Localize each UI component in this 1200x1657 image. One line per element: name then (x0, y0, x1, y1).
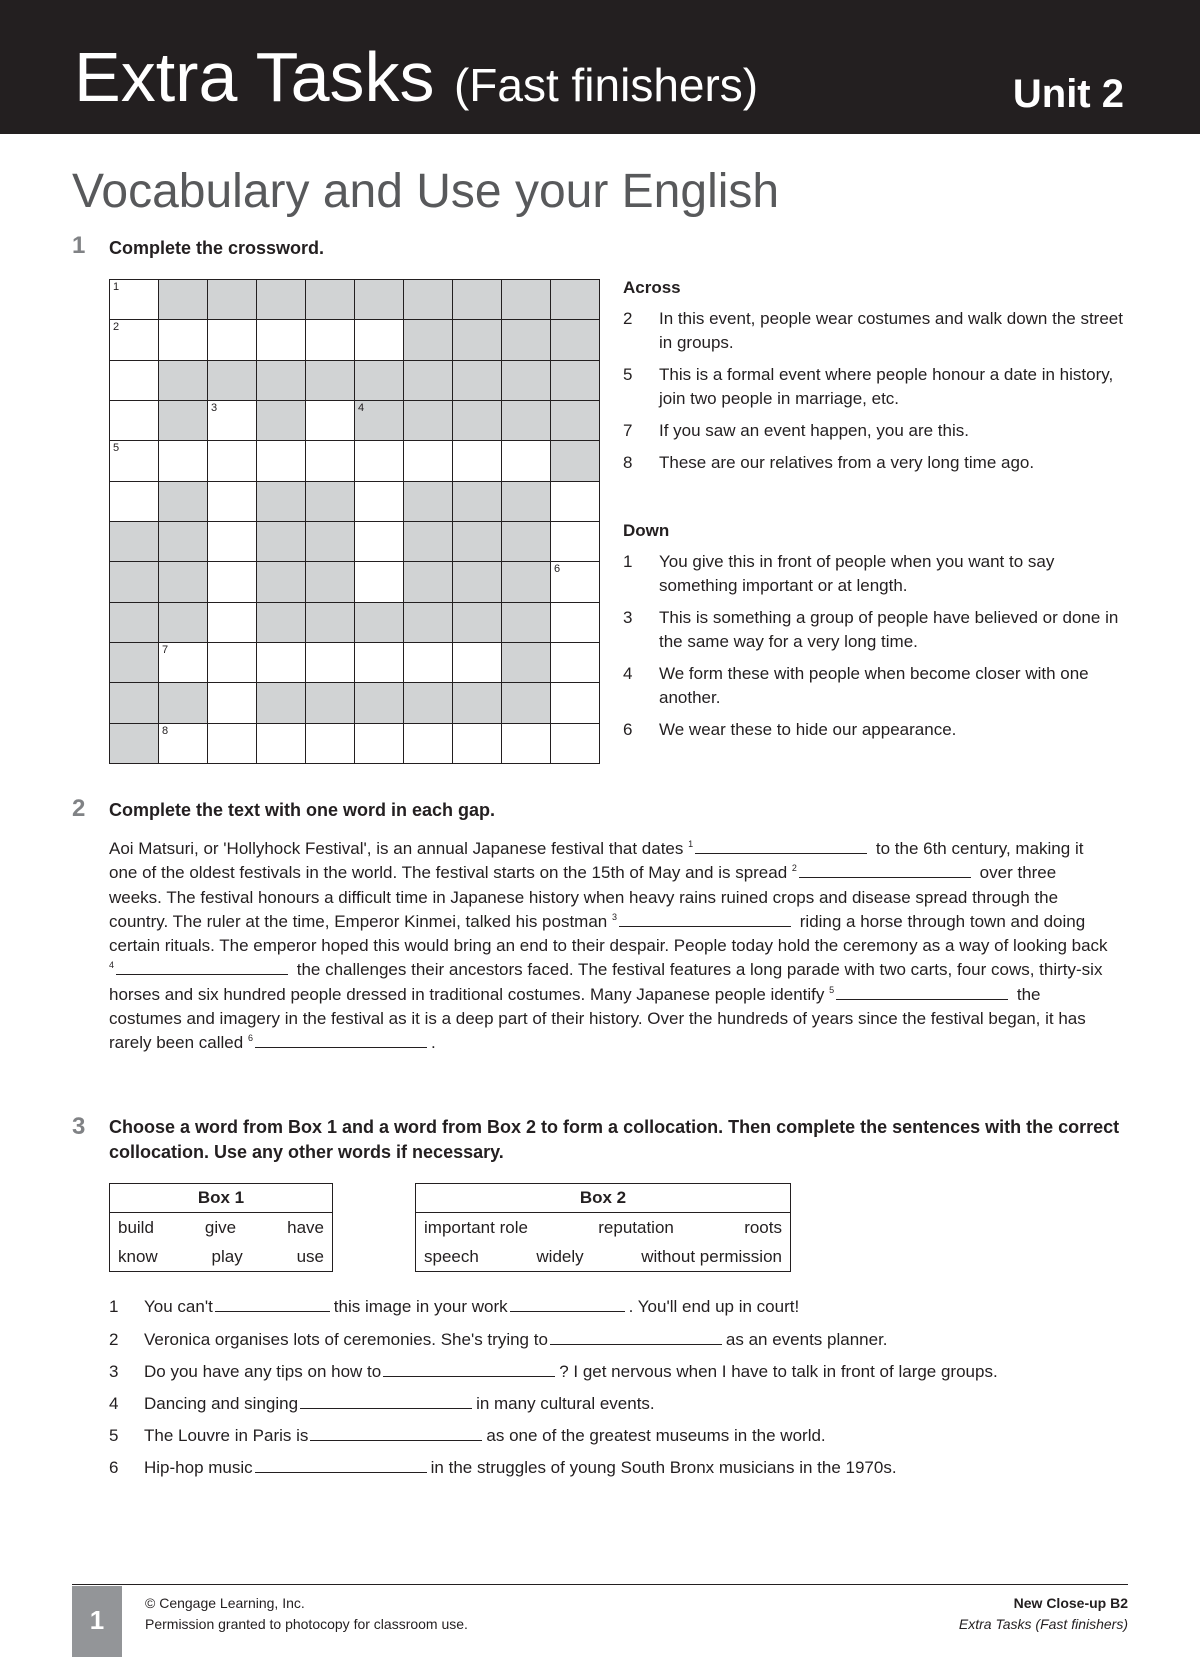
sentence-number: 3 (109, 1362, 119, 1381)
crossword-block (257, 562, 306, 602)
answer-gap[interactable] (310, 1425, 482, 1441)
footer-divider (72, 1584, 1128, 1585)
sentence-item (109, 1328, 888, 1352)
crossword-block (404, 602, 453, 642)
sentence-text: Veronica organises lots of ceremonies. She's trying to (144, 1330, 548, 1349)
crossword-block (355, 683, 404, 723)
box-word: build (118, 1218, 154, 1237)
crossword-cell[interactable] (257, 642, 306, 682)
box-row (110, 1242, 332, 1271)
box-title: Box 2 (416, 1184, 790, 1213)
sentence-text: in the struggles of young South Bronx musicians in the 1970s. (430, 1458, 897, 1477)
crossword-block (159, 602, 208, 642)
clue-number: 3 (623, 608, 633, 627)
box-word: give (204, 1218, 237, 1237)
text-segment: the costumes and imagery in the festival as it is a deep part of their history. Over the hundreds of years since the festival began, it has rarely been called (109, 984, 1086, 1053)
crossword-block (355, 400, 404, 440)
cell-number: 1 (113, 281, 120, 293)
crossword-row (110, 642, 600, 682)
box-title: Box 1 (110, 1184, 332, 1213)
text-segment: to the 6th century, making it one of the oldest festivals in the world. The festival starts on the 15th of May and is spread (109, 839, 1084, 883)
box-word: reputation (598, 1218, 674, 1237)
text-segment: Aoi Matsuri, or 'Hollyhock Festival', is an annual Japanese festival that dates (109, 839, 684, 858)
across-heading: Across (623, 278, 681, 297)
cell-number: 6 (554, 563, 561, 576)
crossword-cell[interactable] (257, 441, 306, 481)
clue-number: 2 (623, 309, 633, 328)
sentence-text: Hip-hop music (144, 1458, 253, 1477)
answer-gap[interactable] (255, 1032, 427, 1048)
crossword-block (306, 562, 355, 602)
sentence-text: ? I get nervous when I have to talk in front of large groups. (559, 1362, 998, 1381)
gap-number: 4 (109, 960, 115, 971)
crossword-block (110, 683, 159, 723)
crossword-row (110, 481, 600, 521)
header-title (74, 38, 759, 116)
crossword-block (453, 602, 502, 642)
clue-text: This is something a group of people have believed or done in the same way for a very long time. (659, 608, 1119, 651)
clue-text: In this event, people wear costumes and walk down the street in groups. (659, 309, 1123, 352)
book-title: New Close-up B2 (1013, 1595, 1128, 1611)
crossword-cell[interactable] (355, 642, 404, 682)
crossword-block (110, 602, 159, 642)
crossword-cell[interactable] (208, 400, 257, 440)
sentence-text: Do you have any tips on how to (144, 1362, 382, 1381)
crossword-cell[interactable] (551, 602, 600, 642)
crossword-block (502, 602, 551, 642)
crossword-block (257, 280, 306, 320)
crossword-cell[interactable] (110, 280, 159, 320)
word-box-2 (415, 1183, 791, 1272)
crossword-block (453, 481, 502, 521)
sentence-number: 1 (109, 1297, 119, 1316)
box-word: play (211, 1247, 243, 1266)
clue-item (623, 662, 1133, 710)
crossword-cell[interactable] (306, 320, 355, 360)
crossword-block (453, 562, 502, 602)
crossword-cell[interactable] (453, 441, 502, 481)
cell-number: 4 (358, 401, 365, 414)
crossword-row (110, 521, 600, 561)
crossword-cell[interactable] (110, 320, 159, 360)
across-clues (623, 276, 1133, 483)
crossword-block (159, 521, 208, 561)
box-row (110, 1213, 332, 1242)
gap-number: 6 (247, 1033, 253, 1044)
footer-left (145, 1593, 468, 1635)
exercise-3-instruction: Choose a word from Box 1 and a word from Box 2 to form a collocation. Then complete the sentences with the correct collocation. Use any other words if necessary. (109, 1117, 1120, 1162)
crossword-cell[interactable] (208, 441, 257, 481)
sentence-number: 6 (109, 1458, 119, 1477)
crossword-block (551, 360, 600, 400)
crossword-block (502, 320, 551, 360)
crossword-block (404, 280, 453, 320)
crossword-cell[interactable] (306, 441, 355, 481)
crossword-block (257, 602, 306, 642)
crossword-block (159, 280, 208, 320)
crossword-cell[interactable] (306, 642, 355, 682)
crossword-block (502, 642, 551, 682)
crossword-cell[interactable] (110, 360, 159, 400)
clue-item (623, 307, 1133, 355)
crossword-row (110, 400, 600, 440)
sentence-text: in many cultural events. (476, 1394, 655, 1413)
crossword-cell[interactable] (110, 441, 159, 481)
sentence-text: this image in your work (333, 1297, 508, 1316)
clue-item (623, 451, 1133, 475)
crossword-block (453, 280, 502, 320)
crossword-block (502, 683, 551, 723)
clue-number: 8 (623, 453, 633, 472)
crossword-cell[interactable] (257, 320, 306, 360)
text-segment: riding a horse through town and doing certain rituals. The emperor hoped this would bring an end to their despair. People today hold the ceremony as a way of looking back (109, 911, 1108, 956)
crossword-block (404, 683, 453, 723)
crossword-block (257, 683, 306, 723)
clue-number: 5 (623, 365, 633, 384)
text-segment: over three weeks. The festival honours a difficult time in Japanese history when heavy rains ruined crops and disease spread through the country. The ruler at the time, Emperor Kinmei, talked his postman (109, 863, 1059, 931)
sentence-text: The Louvre in Paris is (144, 1426, 309, 1445)
crossword-block (355, 360, 404, 400)
answer-gap[interactable] (799, 862, 971, 878)
clue-text: You give this in front of people when you want to say something important or at length. (659, 552, 1055, 595)
crossword-row (110, 360, 600, 400)
crossword-cell[interactable] (306, 723, 355, 763)
crossword-cell[interactable] (502, 441, 551, 481)
word-box-1 (109, 1183, 333, 1272)
crossword-block (110, 521, 159, 561)
crossword-block (453, 521, 502, 561)
crossword-block (306, 602, 355, 642)
crossword-block (257, 521, 306, 561)
crossword-block (110, 723, 159, 763)
crossword-block (404, 562, 453, 602)
crossword-block (404, 360, 453, 400)
crossword-cell[interactable] (110, 400, 159, 440)
crossword-cell[interactable] (502, 723, 551, 763)
crossword-block (159, 400, 208, 440)
box-word: use (296, 1247, 324, 1266)
crossword-block (355, 602, 404, 642)
crossword-cell[interactable] (404, 723, 453, 763)
crossword-block (208, 280, 257, 320)
crossword-block (551, 320, 600, 360)
header-unit: Unit 2 (1012, 72, 1124, 116)
crossword-cell[interactable] (453, 723, 502, 763)
crossword-cell[interactable] (208, 683, 257, 723)
clue-item (623, 419, 1133, 443)
clue-text: These are our relatives from a very long time ago. (659, 453, 1035, 472)
crossword-block (306, 280, 355, 320)
clue-text: We form these with people when become closer with one another. (659, 664, 1089, 707)
crossword-cell[interactable] (208, 562, 257, 602)
text-segment: the challenges their ancestors faced. The festival features a long parade with two carts, four cows, thirty-six horses and six hundred people dressed in traditional costumes. Many Japanese people identify (109, 960, 1103, 1004)
crossword-block (551, 280, 600, 320)
gap-fill-text (109, 837, 1109, 1056)
down-heading: Down (623, 521, 670, 540)
crossword-block (502, 280, 551, 320)
sentence-number: 4 (109, 1394, 119, 1413)
clue-item (623, 718, 1133, 742)
crossword-grid (109, 279, 600, 764)
exercise-1-number: 1 (72, 232, 86, 259)
crossword-block (404, 400, 453, 440)
crossword-block (404, 320, 453, 360)
crossword-row (110, 280, 600, 320)
crossword-block (306, 360, 355, 400)
crossword-cell[interactable] (453, 642, 502, 682)
cell-number: 2 (113, 321, 120, 334)
sentence-item (109, 1456, 897, 1480)
clue-text: This is a formal event where people honour a date in history, join two people in marriage, etc. (659, 365, 1114, 408)
crossword-block (257, 360, 306, 400)
copyright-text: © Cengage Learning, Inc. (145, 1595, 305, 1611)
crossword-cell[interactable] (159, 441, 208, 481)
crossword-block (453, 683, 502, 723)
exercise-3-number: 3 (72, 1113, 86, 1140)
crossword-cell[interactable] (551, 562, 600, 602)
crossword-row (110, 441, 600, 481)
crossword-row (110, 723, 600, 763)
crossword-cell[interactable] (551, 521, 600, 561)
clue-number: 4 (623, 664, 633, 683)
crossword-block (159, 683, 208, 723)
crossword-cell[interactable] (208, 642, 257, 682)
crossword-cell[interactable] (355, 441, 404, 481)
crossword-cell[interactable] (551, 723, 600, 763)
gap-number: 1 (688, 839, 694, 849)
crossword-cell[interactable] (159, 642, 208, 682)
crossword-cell[interactable] (355, 320, 404, 360)
cell-number: 5 (113, 442, 120, 455)
down-clues (623, 519, 1133, 750)
sentence-text: You can't (144, 1297, 213, 1316)
crossword-cell[interactable] (355, 562, 404, 602)
answer-gap[interactable] (116, 959, 288, 975)
crossword-cell[interactable] (404, 642, 453, 682)
text-segment: . (430, 1033, 436, 1053)
crossword-cell[interactable] (208, 320, 257, 360)
crossword-cell[interactable] (551, 683, 600, 723)
answer-gap[interactable] (255, 1457, 427, 1473)
sentence-text: as an events planner. (725, 1330, 888, 1349)
gap-number: 3 (612, 911, 618, 922)
answer-gap[interactable] (695, 838, 867, 854)
crossword-block (208, 360, 257, 400)
box-word: roots (744, 1218, 782, 1237)
crossword-cell[interactable] (306, 400, 355, 440)
box-word: widely (536, 1247, 584, 1266)
crossword-block (502, 360, 551, 400)
cell-number: 7 (162, 643, 169, 656)
box-row (416, 1242, 790, 1271)
footer-right (959, 1593, 1128, 1635)
clue-number: 7 (623, 421, 633, 440)
header-title-main: Extra Tasks (74, 38, 435, 116)
crossword-block (159, 481, 208, 521)
section-title: Vocabulary and Use your English (72, 165, 780, 218)
book-subtitle: Extra Tasks (Fast finishers) (958, 1616, 1128, 1632)
clue-item (623, 606, 1133, 654)
clue-item (623, 363, 1133, 411)
crossword-block (110, 642, 159, 682)
crossword-cell[interactable] (208, 481, 257, 521)
sentence-item (109, 1392, 655, 1416)
sentence-text: as one of the greatest museums in the world. (486, 1426, 826, 1445)
crossword-block (453, 320, 502, 360)
crossword-cell[interactable] (355, 521, 404, 561)
header-bar (0, 0, 1200, 134)
crossword-row (110, 562, 600, 602)
sentence-text: Dancing and singing (144, 1394, 299, 1413)
crossword-cell[interactable] (551, 642, 600, 682)
crossword-cell[interactable] (355, 723, 404, 763)
sentence-item (109, 1424, 826, 1448)
crossword-cell[interactable] (355, 481, 404, 521)
crossword-cell[interactable] (257, 723, 306, 763)
crossword-cell[interactable] (404, 441, 453, 481)
crossword-row (110, 320, 600, 360)
permission-text: Permission granted to photocopy for classroom use. (145, 1616, 468, 1632)
crossword-block (453, 360, 502, 400)
crossword-block (404, 521, 453, 561)
crossword-block (551, 441, 600, 481)
crossword-cell[interactable] (551, 481, 600, 521)
exercise-1-instruction: Complete the crossword. (109, 238, 325, 258)
crossword-block (502, 521, 551, 561)
crossword-cell[interactable] (208, 723, 257, 763)
cell-number: 8 (162, 724, 169, 737)
crossword-block (502, 481, 551, 521)
crossword-block (257, 400, 306, 440)
crossword-block (551, 400, 600, 440)
answer-gap[interactable] (619, 911, 791, 927)
crossword-block (453, 400, 502, 440)
crossword-cell[interactable] (159, 723, 208, 763)
crossword-cell[interactable] (159, 320, 208, 360)
cell-number: 3 (211, 401, 218, 414)
gap-number: 5 (829, 984, 835, 995)
crossword-cell[interactable] (110, 481, 159, 521)
crossword-cell[interactable] (208, 602, 257, 642)
page-number: 1 (72, 1586, 122, 1657)
box-word: important role (424, 1218, 528, 1237)
crossword-block (502, 400, 551, 440)
box-row (416, 1213, 790, 1242)
sentence-item (109, 1295, 799, 1319)
crossword-block (355, 280, 404, 320)
crossword-block (306, 521, 355, 561)
sentence-item (109, 1360, 998, 1384)
sentence-number: 5 (109, 1426, 119, 1445)
clue-text: We wear these to hide our appearance. (659, 720, 957, 739)
sentence-text: . You'll end up in court! (628, 1297, 800, 1316)
answer-gap[interactable] (215, 1296, 330, 1312)
clue-text: If you saw an event happen, you are this. (659, 421, 969, 440)
crossword-block (159, 562, 208, 602)
answer-gap[interactable] (300, 1393, 472, 1409)
clue-number: 1 (623, 552, 633, 571)
header-subtitle: (Fast finishers) (453, 59, 759, 111)
box-word: know (118, 1247, 158, 1266)
exercise-2-number: 2 (72, 795, 86, 822)
crossword-block (110, 562, 159, 602)
gap-number: 2 (791, 863, 797, 874)
crossword-block (306, 683, 355, 723)
box-word: speech (424, 1247, 479, 1266)
clue-item (623, 550, 1133, 598)
exercise-2-instruction: Complete the text with one word in each gap. (109, 800, 496, 820)
crossword-block (404, 481, 453, 521)
crossword-block (502, 562, 551, 602)
answer-gap[interactable] (836, 984, 1008, 1000)
crossword-cell[interactable] (208, 521, 257, 561)
answer-gap[interactable] (550, 1329, 722, 1345)
crossword-block (159, 360, 208, 400)
box-word: have (287, 1218, 324, 1237)
answer-gap[interactable] (383, 1361, 555, 1377)
answer-gap[interactable] (510, 1296, 625, 1312)
crossword-row (110, 602, 600, 642)
box-word: without permission (641, 1247, 782, 1266)
clue-number: 6 (623, 720, 633, 739)
crossword-row (110, 683, 600, 723)
crossword-block (306, 481, 355, 521)
sentence-number: 2 (109, 1330, 119, 1349)
crossword-block (257, 481, 306, 521)
